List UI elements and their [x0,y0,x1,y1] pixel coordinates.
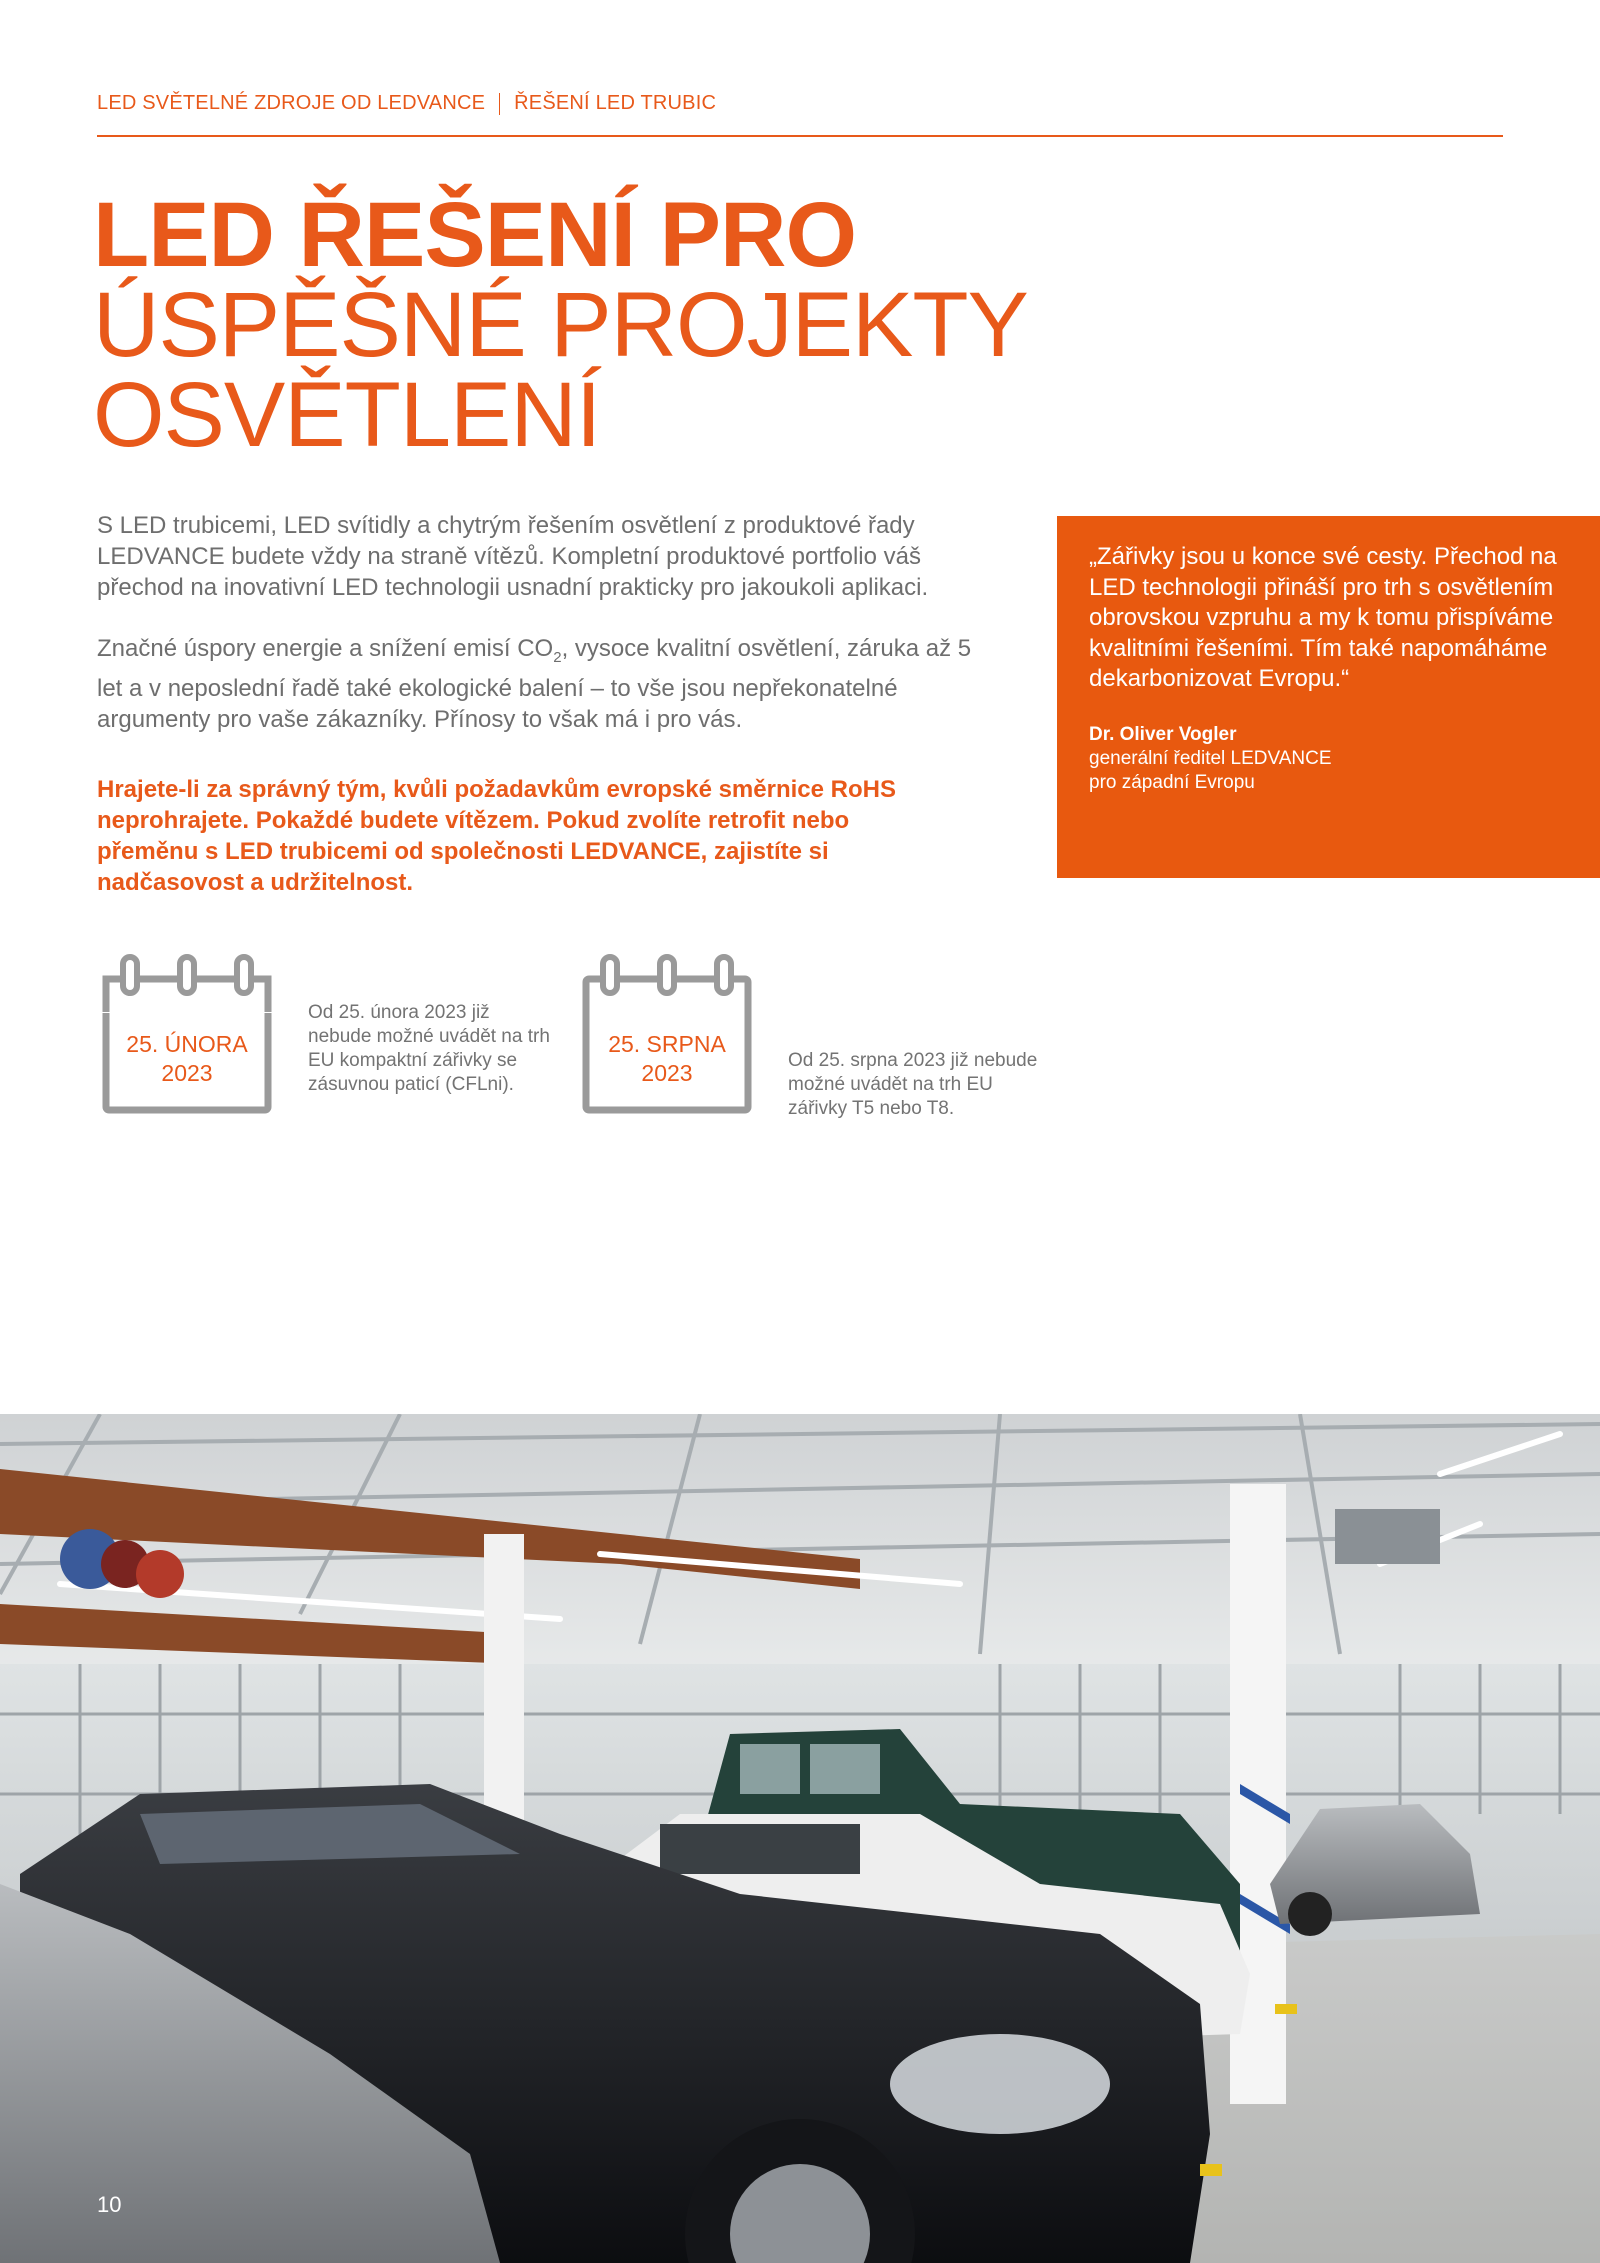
quote-author: Dr. Oliver Vogler [1089,723,1237,745]
breadcrumb [97,92,716,115]
quote-role-line-2: pro západní Evropu [1089,771,1255,793]
calendar-description-february: Od 25. února 2023 již nebude možné uvádět na trh EU kompaktní zářivky se zásuvnou paticí (CFLni). [308,1002,550,1095]
header-rule [97,135,1503,137]
breadcrumb-divider [499,93,500,115]
quote-role-line-1: generální ředitel LEDVANCE [1089,747,1332,769]
title-line-1: LED ŘEŠENÍ PRO [93,184,857,286]
intro-paragraph-2 [97,633,997,735]
intro-paragraph-1: S LED trubicemi, LED svítidly a chytrým řešením osvětlení z produktové řady LEDVANCE budete vždy na straně vítězů. Kompletní produktové portfolio váš přechod na inovativní LED technologii usnadní prakticky pro jakoukoli aplikaci. [97,512,929,601]
intro-paragraph-2-end: , vysoce kvalitní osvětlení, záruka až 5 let a v neposlední řadě také ekologické balení – to vše jsou nepřekonatelné argumenty pro vaše zákazníky. Přínosy to však má i pro vás. [97,635,972,733]
intro-paragraph-2-start: Značné úspory energie a snížení emisí CO [97,635,554,662]
calendar-date-line-2: 2023 [161,1060,213,1086]
quote-box [1057,516,1600,878]
co2-subscript: 2 [553,648,562,666]
garage-photo [0,1414,1600,2263]
calendar-date-line-1: 25. ÚNORA [126,1031,248,1057]
parking-garage-image [0,1414,1600,2263]
calendar-date-line-2: 2023 [641,1060,693,1086]
page-title [93,184,1028,466]
page-number: 10 [97,2192,122,2217]
highlight-paragraph: Hrajete-li za správný tým, kvůli požadavkům evropské směrnice RoHS neprohrajete. Pokaždé budete vítězem. Pokud zvolíte retrofit nebo přeměnu s LED trubicemi od společnosti LEDVANCE, zajistíte si nadčasovost a udržitelnost. [97,776,896,896]
title-line-2: ÚSPĚŠNÉ PROJEKTY [93,274,1028,376]
breadcrumb-section: LED SVĚTELNÉ ZDROJE OD LEDVANCE [97,92,486,114]
breadcrumb-subsection: ŘEŠENÍ LED TRUBIC [514,92,717,114]
title-line-3: OSVĚTLENÍ [93,364,601,466]
calendar-date-august [577,1030,757,1088]
calendar-card-august [577,952,757,1117]
calendar-date-line-1: 25. SRPNA [608,1031,726,1057]
calendar-description-august: Od 25. srpna 2023 již nebude možné uvádět na trh EU zářivky T5 nebo T8. [788,1050,1038,1119]
intro-text [97,510,997,765]
quote-text: „Zářivky jsou u konce své cesty. Přechod na LED technologii přináší pro trh s osvětlením obrovskou vzpruhu a my k tomu přispíváme kvalitními řešeními. Tím také napomáháme dekarbonizovat Evropu.“ [1089,543,1557,692]
calendar-card-february [97,952,277,1117]
calendar-date-february [97,1030,277,1088]
